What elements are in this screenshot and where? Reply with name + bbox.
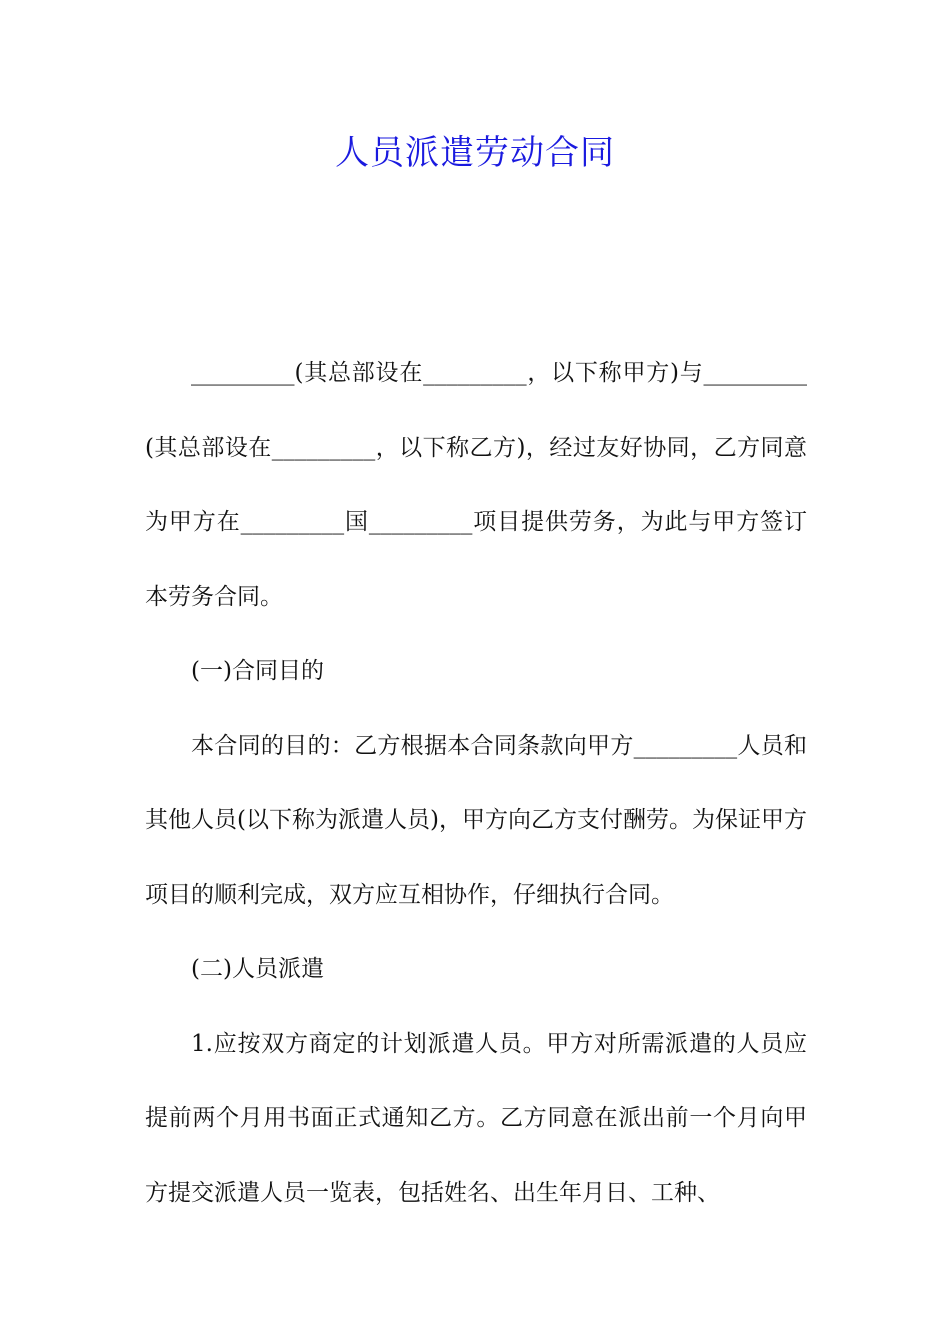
- section-heading-dispatch: (二)人员派遣: [191, 956, 324, 982]
- document-title: 人员派遣劳动合同: [335, 133, 615, 173]
- paragraph-dispatch-1: 1.应按双方商定的计划派遣人员。甲方对所需派遣的人员应提前两个月用书面正式通知乙方。乙方同意在派出前一个月向甲方提交派遣人员一览表，包括姓名、出生年月日、工种、: [145, 1030, 807, 1206]
- paragraph-purpose: 本合同的目的：乙方根据本合同条款向甲方_________人员和其他人员(以下称为派遣人员)，甲方向乙方支付酬劳。为保证甲方项目的顺利完成，双方应互相协作，仔细执行合同。: [145, 732, 807, 908]
- document-body: [145, 336, 807, 1230]
- paragraph-intro: _________(其总部设在_________，以下称甲方)与_________(其总部设在_________，以下称乙方)，经过友好协同，乙方同意为甲方在_________国_________项目提供劳务，为此与甲方签订本劳务合同。: [145, 360, 807, 610]
- section-heading-purpose: (一)合同目的: [191, 658, 324, 684]
